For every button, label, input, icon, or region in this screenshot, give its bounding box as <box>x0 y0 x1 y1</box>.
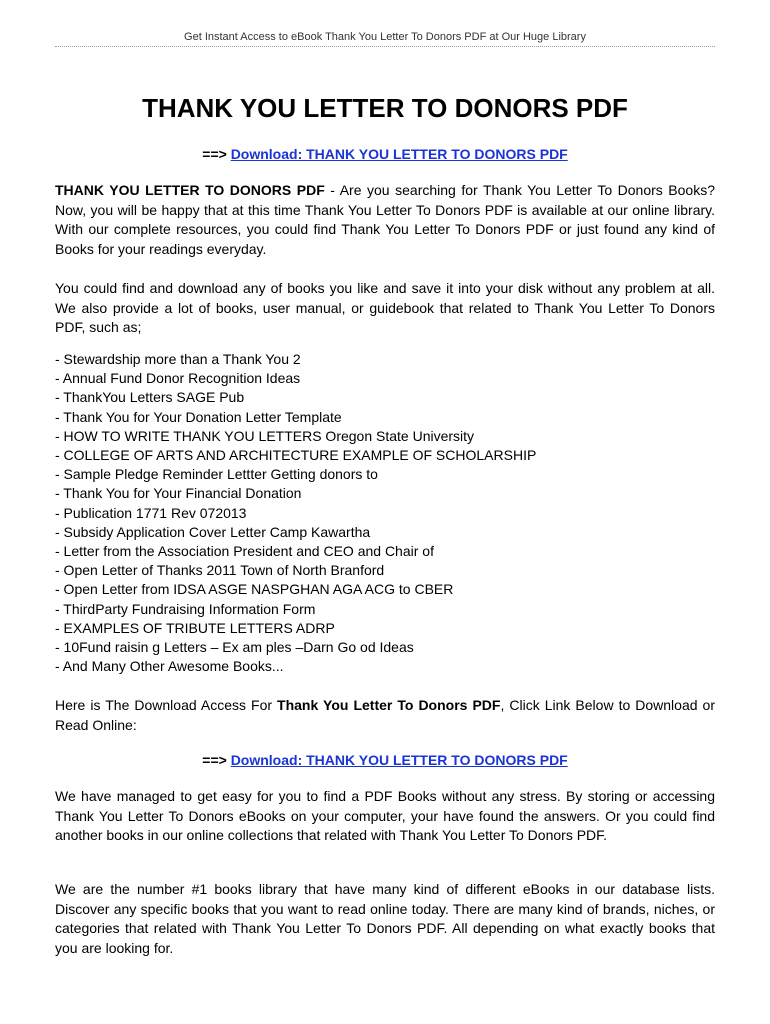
library-paragraph: We are the number #1 books library that have many kind of different eBooks in our database lists. Discover any specific books that you want to read online today. There are many kind of brands, niches, or categories that related with Thank You Letter To Donors PDF. All depending on what exactly books that you are looking for. <box>55 881 715 956</box>
list-item: - Thank You for Your Donation Letter Template <box>55 408 342 425</box>
access-text-before: Here is The Download Access For <box>55 697 278 713</box>
list-item: - Open Letter of Thanks 2011 Town of North Branford <box>55 562 385 579</box>
list-item: - Stewardship more than a Thank You 2 <box>55 351 301 367</box>
list-item: - Sample Pledge Reminder Lettter Getting donors to <box>55 466 378 483</box>
intro-paragraph <box>55 181 715 259</box>
download-line-top <box>55 145 715 163</box>
list-item: - Thank You for Your Financial Donation <box>55 485 302 502</box>
access-text-after: , Click Link Below to Download or Read Online: <box>55 697 715 733</box>
download-link-bottom[interactable]: Download: THANK YOU LETTER TO DONORS PDF <box>230 752 568 768</box>
access-paragraph <box>55 696 715 735</box>
list-item: - EXAMPLES OF TRIBUTE LETTERS ADRP <box>55 619 335 636</box>
download-prefix: ==> <box>202 146 231 162</box>
list-item: - 10Fund raisin g Letters – Ex am ples –Darn Go od Ideas <box>55 639 414 656</box>
intro-lead-bold: THANK YOU LETTER TO DONORS PDF <box>55 182 325 198</box>
download-prefix: ==> <box>202 752 231 768</box>
header-divider <box>55 46 715 47</box>
intro-text: - Are you searching for Thank You Letter To Donors Books? Now, you will be happy that at this time Thank You Letter To Donors PDF is available at our online library. With our complete resources, you could find Thank You Letter To Donors PDF or just found any kind of Books for your readings everyday. <box>55 182 716 257</box>
list-item: - ThankYou Letters SAGE Pub <box>55 389 245 406</box>
list-item: - HOW TO WRITE THANK YOU LETTERS Oregon State University <box>55 427 475 444</box>
running-header: Get Instant Access to eBook Thank You Letter To Donors PDF at Our Huge Library <box>184 31 586 43</box>
list-item: - And Many Other Awesome Books... <box>55 658 284 675</box>
find-paragraph: You could find and download any of books you like and save it into your disk without any problem at all. We also provide a lot of books, user manual, or guidebook that related to Thank You Letter To Donors PDF, such as; <box>55 280 715 335</box>
download-link-top[interactable]: Download: THANK YOU LETTER TO DONORS PDF <box>230 146 568 162</box>
managed-paragraph: We have managed to get easy for you to find a PDF Books without any stress. By storing or accessing Thank You Letter To Donors eBooks on your computer, your have found the answers. Or you could find another books in our online collections that related with Thank You Letter To Donors PDF. <box>55 788 715 843</box>
download-line-bottom <box>55 751 715 769</box>
document-title: THANK YOU LETTER TO DONORS PDF <box>142 93 628 123</box>
list-item: - Subsidy Application Cover Letter Camp Kawartha <box>55 523 371 540</box>
list-item: - Publication 1771 Rev 072013 <box>55 504 247 521</box>
book-list <box>55 350 715 676</box>
list-item: - Letter from the Association President and CEO and Chair of <box>55 543 434 560</box>
access-bold-title: Thank You Letter To Donors PDF <box>277 697 501 713</box>
list-item: - COLLEGE OF ARTS AND ARCHITECTURE EXAMPLE OF SCHOLARSHIP <box>55 447 537 464</box>
list-item: - Annual Fund Donor Recognition Ideas <box>55 370 301 387</box>
list-item: - Open Letter from IDSA ASGE NASPGHAN AGA ACG to CBER <box>55 581 454 598</box>
list-item: - ThirdParty Fundraising Information Form <box>55 600 316 617</box>
